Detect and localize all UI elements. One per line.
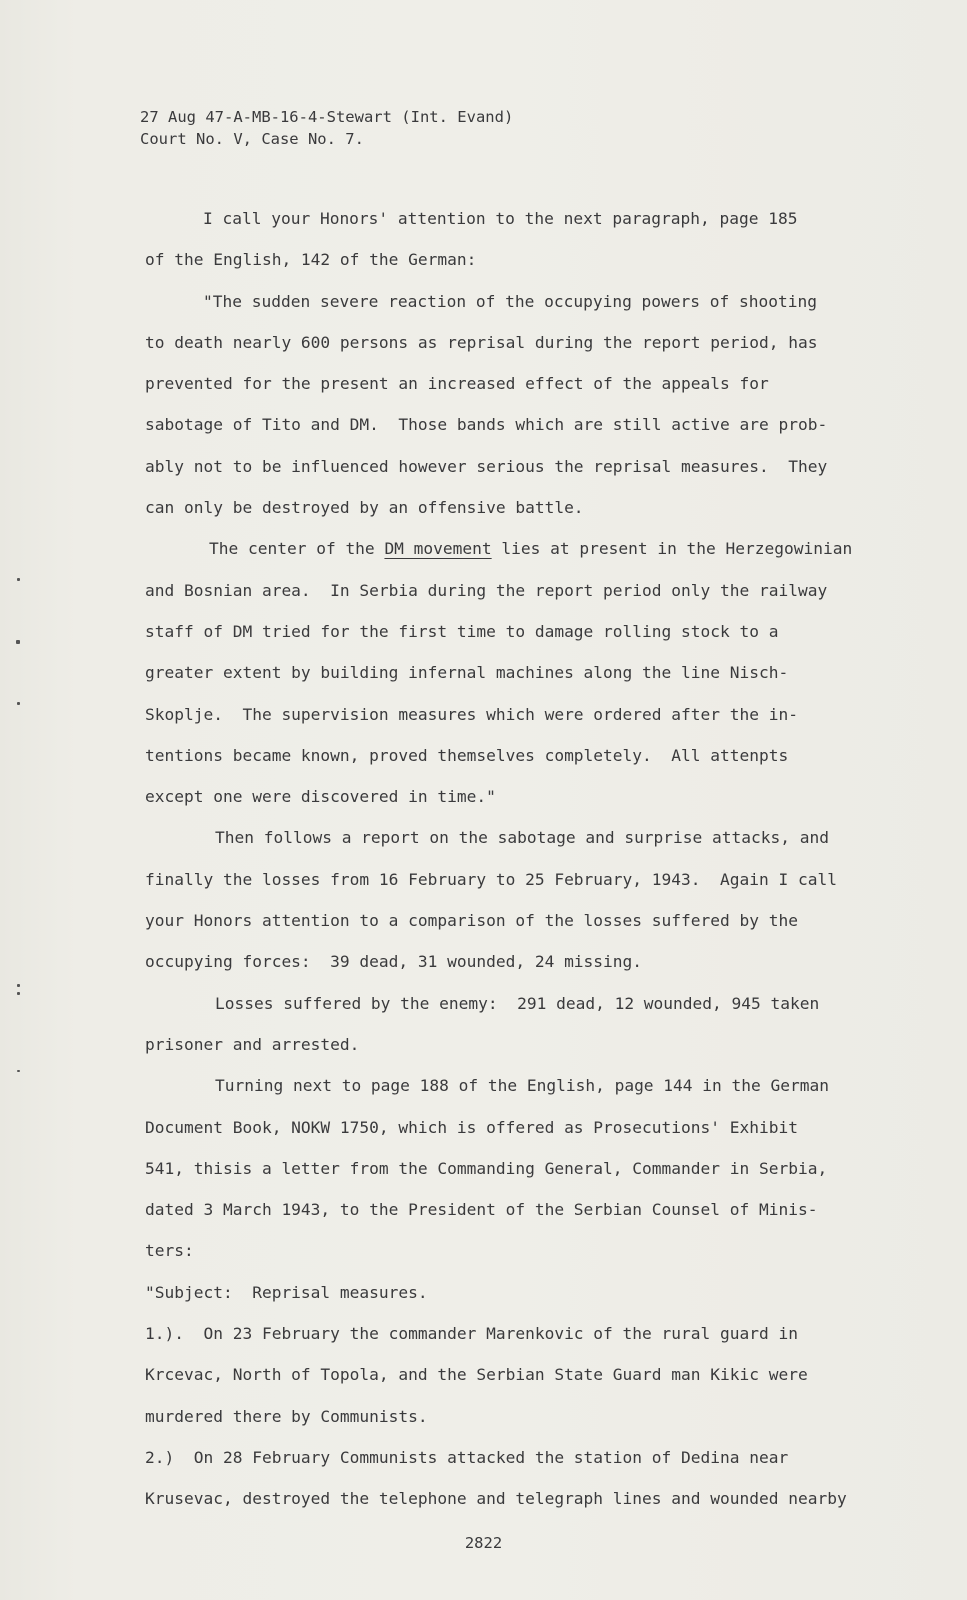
text-line: Krusevac, destroyed the telephone and telegraph lines and wounded nearby [145,1489,847,1509]
center-lead-text: The center of the [209,539,375,559]
text-line: Krcevac, North of Topola, and the Serbian State Guard man Kikic were [145,1365,808,1385]
text-line: staff of DM tried for the first time to damage rolling stock to a [145,621,779,641]
text-line: Skoplje. The supervision measures which were ordered after the in- [145,704,798,724]
text-line [145,528,915,569]
binding-mark [17,578,20,581]
text-line: and Bosnian area. In Serbia during the report period only the railway [145,580,828,600]
text-line: ably not to be influenced however serious the reprisal measures. They [145,456,828,476]
text-line: tentions became known, proved themselves completely. All attenpts [145,745,789,765]
text-line: can only be destroyed by an offensive battle. [145,498,584,518]
text-line: ters: [145,1241,194,1261]
binding-mark [17,1070,20,1072]
binding-mark [17,992,20,995]
text-line: Then follows a report on the sabotage and surprise attacks, and [215,828,829,848]
text-line: dated 3 March 1943, to the President of the Serbian Counsel of Minis- [145,1200,818,1220]
text-line: "Subject: Reprisal measures. [145,1282,428,1302]
text-line: greater extent by building infernal machines along the line Nisch- [145,663,789,683]
text-line: I call your Honors' attention to the next paragraph, page 185 [203,209,798,228]
header-reference-line: 27 Aug 47-A-MB-16-4-Stewart (Int. Evand) [140,108,514,126]
dm-movement-underlined: DM movement [384,539,492,559]
text-line: 541, thisis a letter from the Commanding General, Commander in Serbia, [145,1158,828,1178]
text-line: Turning next to page 188 of the English, page 144 in the German [215,1076,829,1096]
text-line: of the English, 142 of the German: [145,250,477,270]
header-court-line: Court No. V, Case No. 7. [140,130,364,148]
text-line: occupying forces: 39 dead, 31 wounded, 24 missing. [145,952,643,972]
center-tail-text: lies at present in the Herzegowinian [501,539,853,559]
text-line: murdered there by Communists. [145,1406,428,1426]
text-line: Losses suffered by the enemy: 291 dead, 12 wounded, 945 taken [215,993,820,1013]
document-header [140,106,513,150]
text-line: except one were discovered in time." [145,787,496,807]
text-line: prevented for the present an increased effect of the appeals for [145,374,769,394]
binding-mark [16,640,20,644]
text-line: to death nearly 600 persons as reprisal during the report period, has [145,332,818,352]
text-line: sabotage of Tito and DM. Those bands which are still active are prob- [145,415,828,435]
document-body [145,198,915,1520]
text-line: finally the losses from 16 February to 25 February, 1943. Again I call [145,869,837,889]
text-line: your Honors attention to a comparison of the losses suffered by the [145,911,798,931]
text-line: prisoner and arrested. [145,1034,360,1054]
page-number: 2822 [464,1534,503,1552]
text-line: 2.) On 28 February Communists attacked the station of Dedina near [145,1447,789,1467]
binding-mark [17,984,20,987]
text-line: "The sudden severe reaction of the occupying powers of shooting [203,291,817,311]
text-line: Document Book, NOKW 1750, which is offered as Prosecutions' Exhibit [145,1117,798,1137]
text-line: 1.). On 23 February the commander Marenkovic of the rural guard in [145,1324,798,1344]
binding-mark [17,702,20,705]
